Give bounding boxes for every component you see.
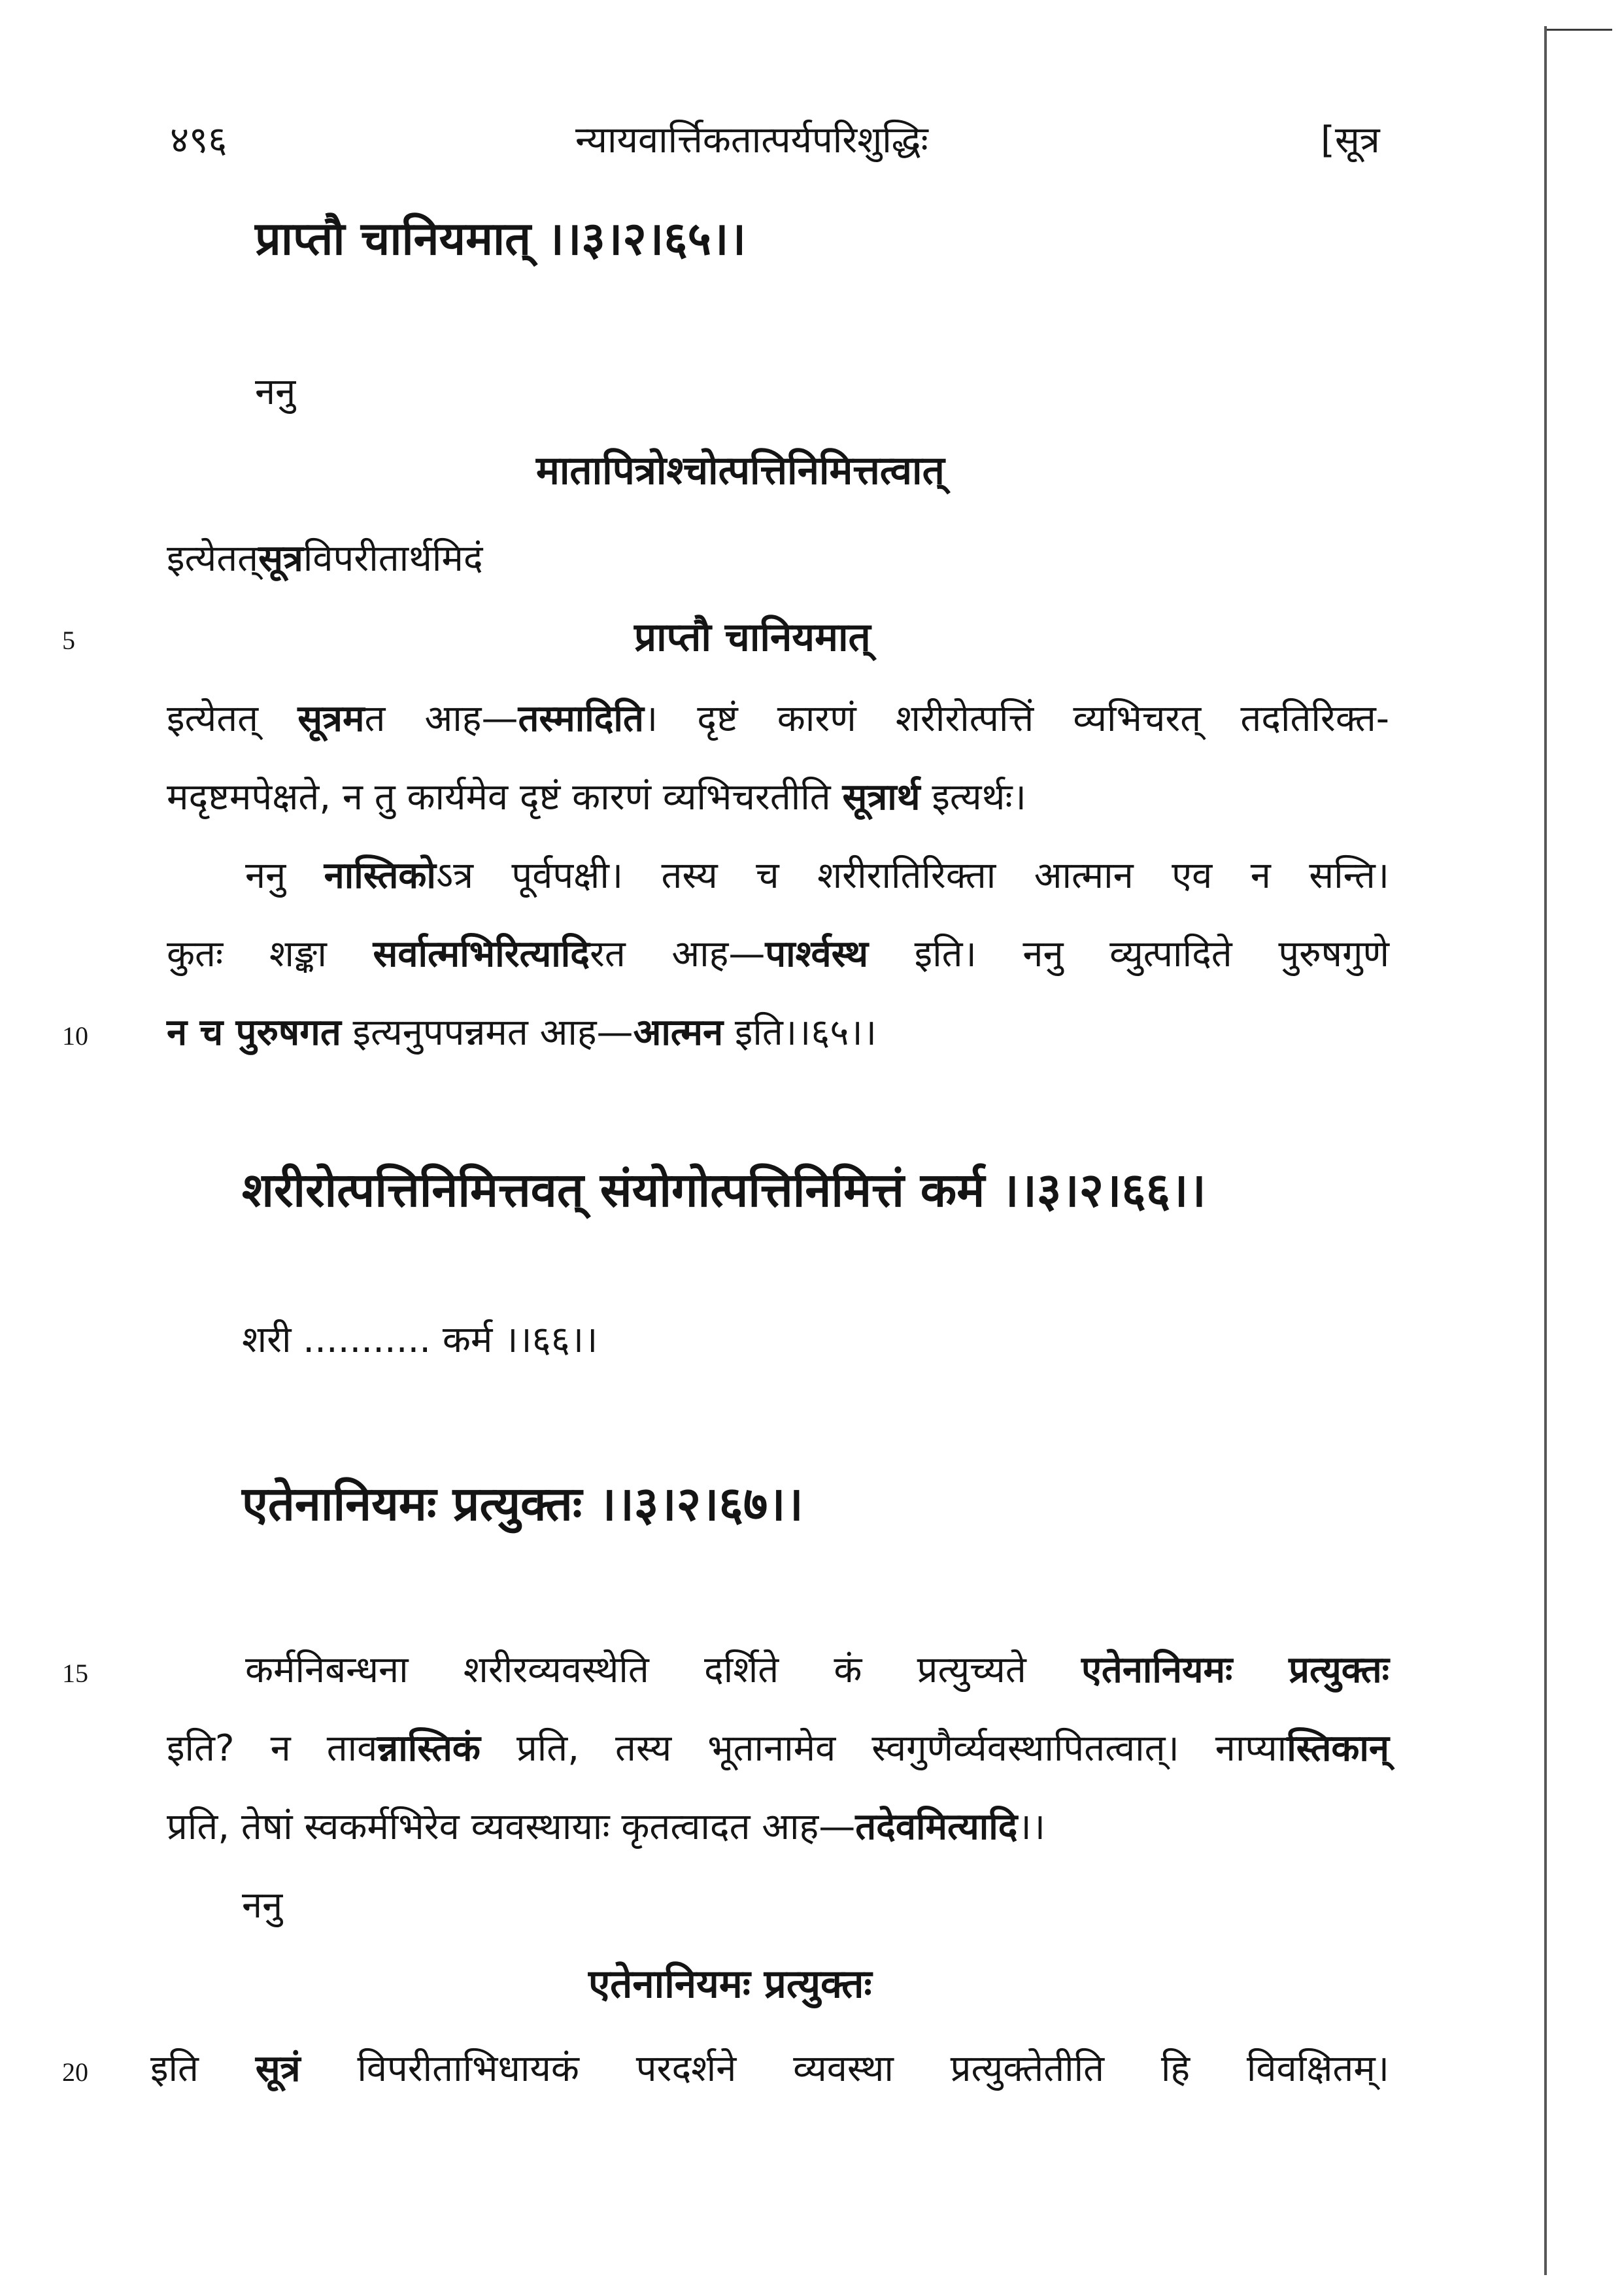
bold-term: सर्वात्मभिरित्यादि (373, 933, 590, 975)
quoted-sutra-3: एतेनानियमः प्रत्युक्तः (588, 1961, 872, 2007)
text-span: रत आह— (589, 933, 766, 975)
text-span: इत्यर्थः। (920, 776, 1026, 819)
bold-term: तदेवमित्यादि (855, 1806, 1018, 1848)
text-span: इति।।६५।। (723, 1011, 877, 1054)
text-span: ननु (245, 854, 324, 897)
scan-edge-top-line (1547, 29, 1612, 31)
commentary-line (245, 850, 1389, 902)
text-span: मदृष्टमपेक्षते, न तु कार्यमेव दृष्टं कारणं व्यभिचरतीति (167, 776, 843, 819)
scan-edge-line (1544, 26, 1547, 2275)
bold-term: आत्मन (633, 1011, 724, 1054)
sutra-65-heading: प्राप्तौ चानियमात् ।।३।२।६५।। (255, 212, 747, 265)
text-span: त आह— (364, 698, 518, 740)
text-span: इति? न ताव (167, 1727, 378, 1770)
text-span: ।। (1017, 1806, 1045, 1848)
bold-term: सूत्रार्थ (842, 776, 921, 819)
text-span: इत्यनुपपन्नमत आह— (341, 1011, 634, 1054)
text-span: कुतः शङ्का (167, 933, 373, 975)
text-span: विपरीतार्थमिदं (303, 537, 483, 580)
nanu-line-2: ननु (242, 1884, 283, 1927)
commentary-line (167, 1723, 1389, 1775)
line-number-15: 15 (62, 1659, 88, 1688)
text-span: इत्येतत् (167, 537, 259, 580)
commentary-line (167, 771, 1026, 824)
text-span: इत्येतत् (167, 698, 259, 740)
text-span: प्रति, तस्य भूतानामेव स्वगुणैर्व्यवस्थापितत्वात्। नाप्या (480, 1727, 1287, 1770)
bold-term: न च पुरुषगत (167, 1011, 341, 1054)
text-span: इति। ननु व्युत्पादिते पुरुषगुणे (868, 933, 1390, 975)
sutra-66-abbrev: शरी ........... कर्म ।।६६।। (242, 1319, 598, 1361)
text-span: विपरीताभिधायकं परदर्शने व्यवस्था प्रत्युक्तेतीति हि विवक्षितम्। (300, 2048, 1389, 2090)
sutra-67-heading: एतेनानियमः प्रत्युक्तः ।।३।२।६७।। (242, 1476, 803, 1531)
text-line (167, 533, 483, 585)
commentary-line (150, 2043, 1389, 2095)
quoted-sutra-1: मातापित्रोश्चोत्पत्तिनिमित्तत्वात् (536, 448, 945, 494)
bold-term: सूत्र (258, 537, 303, 580)
commentary-line (167, 1007, 877, 1059)
text-span: कर्मनिबन्धना शरीरव्यवस्थेति दर्शिते कं प्रत्युच्यते (245, 1649, 1081, 1691)
text-span: प्रति, तेषां स्वकर्मभिरेव व्यवस्थायाः कृतत्वादत आह— (167, 1806, 856, 1848)
bold-term: नास्तिको (324, 854, 436, 897)
bold-term: न्नास्तिकं (377, 1727, 481, 1770)
bold-term: तस्मादिति (518, 698, 644, 740)
sutra-66-heading: शरीरोत्पत्तिनिमित्तवत् संयोगोत्पत्तिनिमित्तं कर्म ।।३।२।६६।। (242, 1162, 1206, 1217)
page-number: ४९६ (170, 119, 228, 161)
text-span: । दृष्टं कारणं शरीरोत्पत्तिं व्यभिचरत् तदतिरिक्त- (643, 698, 1389, 740)
commentary-line (167, 1801, 1045, 1853)
running-title: न्यायवार्त्तिकतात्पर्यपरिशुद्धिः (575, 119, 928, 161)
bold-term: पार्श्वस्थ (765, 933, 869, 975)
line-number-20: 20 (62, 2057, 88, 2087)
quoted-sutra-2: प्राप्तौ चानियमात् (634, 615, 871, 660)
header-section-label: [सूत्र (1321, 119, 1380, 161)
commentary-line (167, 928, 1389, 981)
commentary-line (245, 1644, 1389, 1697)
commentary-line (167, 693, 1389, 745)
text-span: इति (150, 2048, 256, 2090)
bold-term: स्तिकान् (1287, 1727, 1389, 1770)
line-number-10: 10 (62, 1021, 88, 1051)
nanu-line-1: ननु (255, 371, 296, 413)
bold-term: एतेनानियमः प्रत्युक्तः (1081, 1649, 1389, 1691)
bold-term: सूत्रम (297, 698, 365, 740)
line-number-5: 5 (62, 626, 75, 655)
bold-term: सूत्रं (255, 2048, 301, 2090)
text-span: ऽत्र पूर्वपक्षी। तस्य च शरीरातिरिक्ता आत्मान एव न सन्ति। (435, 854, 1389, 897)
